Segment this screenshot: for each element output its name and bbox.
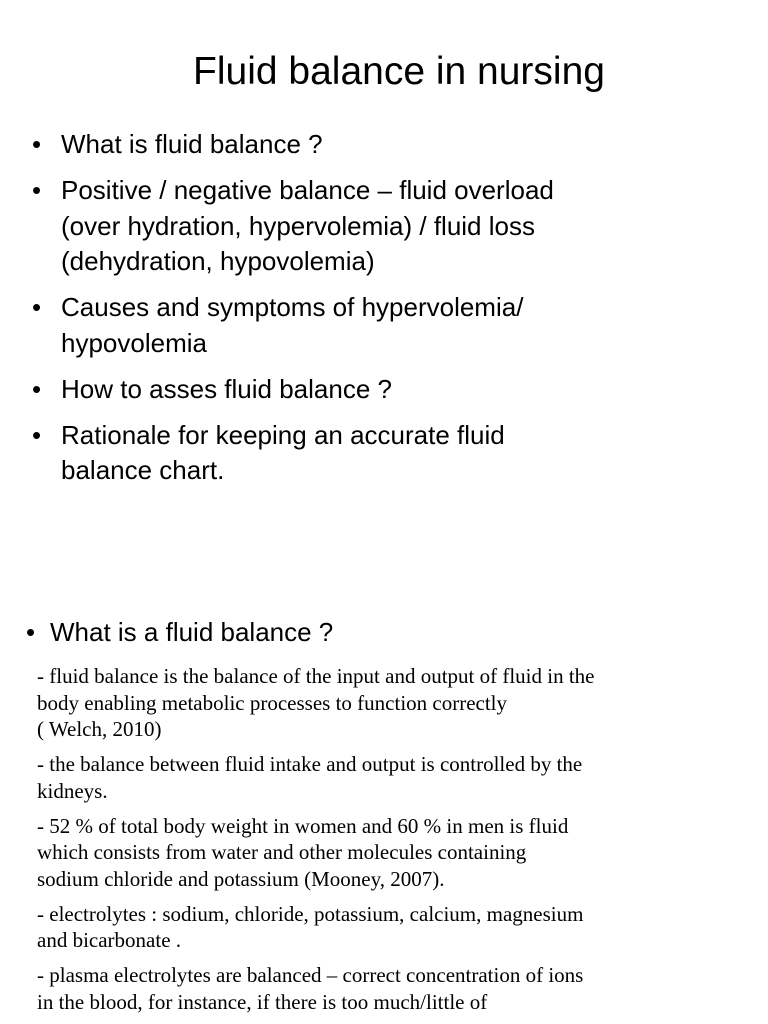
bullet-dot-icon: • bbox=[32, 175, 42, 205]
paragraph-line: - electrolytes : sodium, chloride, potassium, calcium, magnesium bbox=[37, 901, 584, 926]
bullet-dot-icon: • bbox=[26, 617, 36, 647]
paragraph-line: body enabling metabolic processes to function correctly bbox=[37, 690, 508, 715]
bullet-item bbox=[28, 290, 748, 361]
bullet-line: Causes and symptoms of hypervolemia/ bbox=[61, 292, 524, 322]
bullet-dot-icon: • bbox=[32, 129, 42, 159]
bullet-line: (over hydration, hypervolemia) / fluid loss bbox=[61, 210, 535, 241]
bullet-list bbox=[28, 127, 748, 499]
bullet-item bbox=[28, 173, 748, 280]
paragraph bbox=[27, 901, 747, 954]
paragraph-line: - plasma electrolytes are balanced – correct concentration of ions bbox=[37, 963, 584, 987]
bullet-item bbox=[28, 127, 748, 163]
section-heading bbox=[26, 614, 333, 650]
bullet-line: What is fluid balance ? bbox=[61, 129, 323, 159]
section-heading-text: What is a fluid balance ? bbox=[50, 617, 334, 647]
paragraph bbox=[27, 751, 747, 804]
paragraph-line: - 52 % of total body weight in women and 60 % in men is fluid bbox=[37, 813, 569, 838]
bullet-dot-icon: • bbox=[32, 419, 42, 450]
bullet-line: Rationale for keeping an accurate fluid bbox=[61, 419, 505, 450]
bullet-line: balance chart. bbox=[61, 455, 225, 485]
bullet-item bbox=[28, 418, 748, 489]
paragraph-line: - fluid balance is the balance of the input and output of fluid in the bbox=[37, 664, 595, 688]
paragraph-line: - the balance between fluid intake and output is controlled by the bbox=[37, 752, 583, 776]
bullet-line: Positive / negative balance – fluid overload bbox=[61, 175, 554, 205]
bullet-line: How to asses fluid balance ? bbox=[61, 373, 392, 404]
paragraph-line: kidneys. bbox=[37, 778, 108, 803]
bullet-item bbox=[28, 372, 748, 408]
bullet-line: (dehydration, hypovolemia) bbox=[61, 246, 375, 276]
paragraph-line: ( Welch, 2010) bbox=[37, 717, 162, 741]
paragraph-line: which consists from water and other molecules containing bbox=[37, 840, 527, 864]
paragraph-line: and bicarbonate . bbox=[37, 928, 182, 952]
slide-title: Fluid balance in nursing bbox=[193, 50, 605, 93]
paragraph bbox=[27, 813, 747, 893]
bullet-dot-icon: • bbox=[32, 373, 42, 404]
paragraph-line: sodium chloride and potassium (Mooney, 2007). bbox=[37, 866, 445, 891]
paragraph-list bbox=[27, 663, 747, 1024]
paragraph bbox=[27, 962, 747, 1015]
paragraph bbox=[27, 663, 747, 743]
bullet-dot-icon: • bbox=[32, 292, 42, 322]
paragraph-line: in the blood, for instance, if there is too much/little of bbox=[37, 989, 488, 1014]
bullet-line: hypovolemia bbox=[61, 327, 207, 358]
